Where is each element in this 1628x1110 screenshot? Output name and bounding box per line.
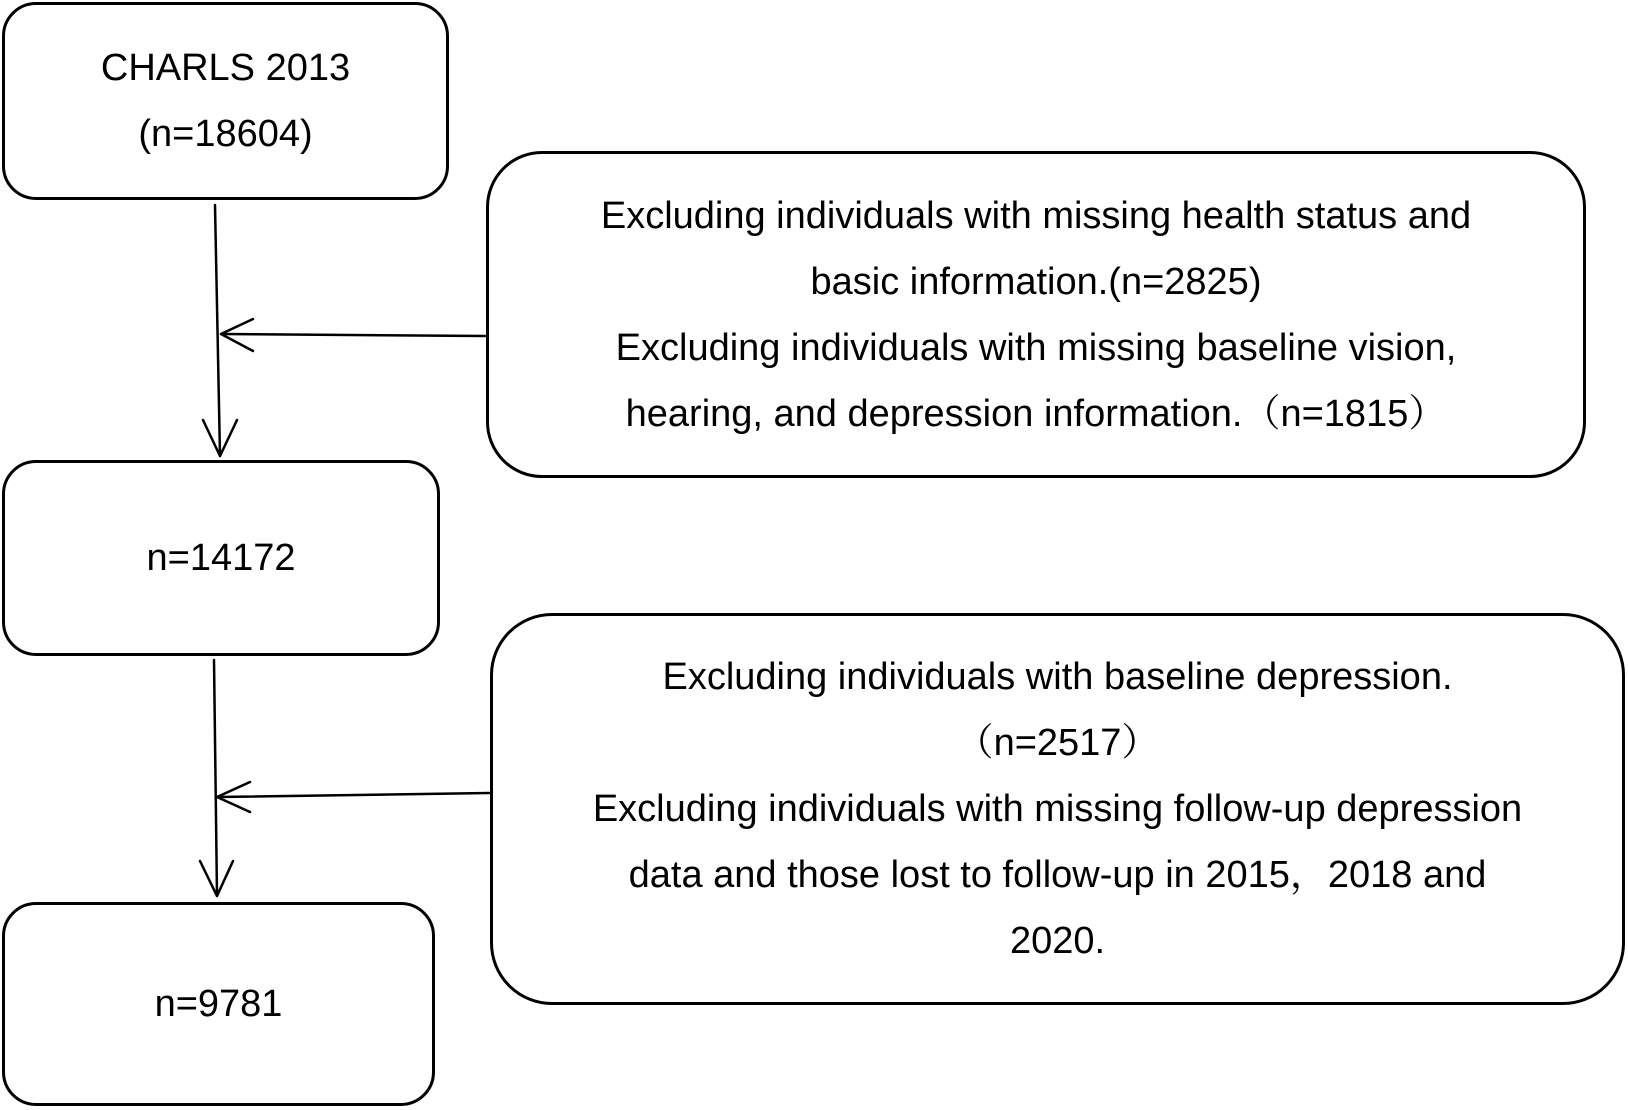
- exclusion-2-line-1: Excluding individuals with baseline depression.: [662, 656, 1453, 698]
- exclusion-box-1: [486, 151, 1586, 478]
- exclusion-2-connector: [217, 793, 489, 797]
- exclusion-1-line-1: Excluding individuals with missing health status and: [600, 194, 1472, 237]
- intermediate-count: n=14172: [146, 537, 296, 579]
- exclusion-1-connector: [221, 334, 485, 336]
- cohort-title: CHARLS 2013: [100, 47, 351, 89]
- final-box: [2, 902, 435, 1106]
- exclusion-1-line-4: hearing, and depression information.（n=1815）: [625, 392, 1447, 435]
- exclusion-1-line-3: Excluding individuals with missing baseline vision,: [615, 326, 1457, 369]
- cohort-count: (n=18604): [138, 113, 313, 155]
- exclusion-2-line-3: Excluding individuals with missing follow-up depression: [592, 788, 1523, 830]
- intermediate-box: [2, 460, 440, 656]
- final-count: n=9781: [154, 983, 283, 1025]
- exclusion-2-line-5: 2020.: [1009, 920, 1106, 962]
- exclusion-1-line-2: basic information.(n=2825): [810, 260, 1262, 303]
- cohort-box: [2, 2, 449, 200]
- exclusion-2-line-2: （n=2517）: [955, 722, 1160, 764]
- flow-line-intermediate-to-final: [214, 660, 217, 896]
- flow-line-cohort-to-intermediate: [215, 205, 220, 456]
- exclusion-2-line-4: data and those lost to follow-up in 2015，2018 and: [628, 854, 1487, 896]
- exclusion-box-2: [490, 613, 1625, 1005]
